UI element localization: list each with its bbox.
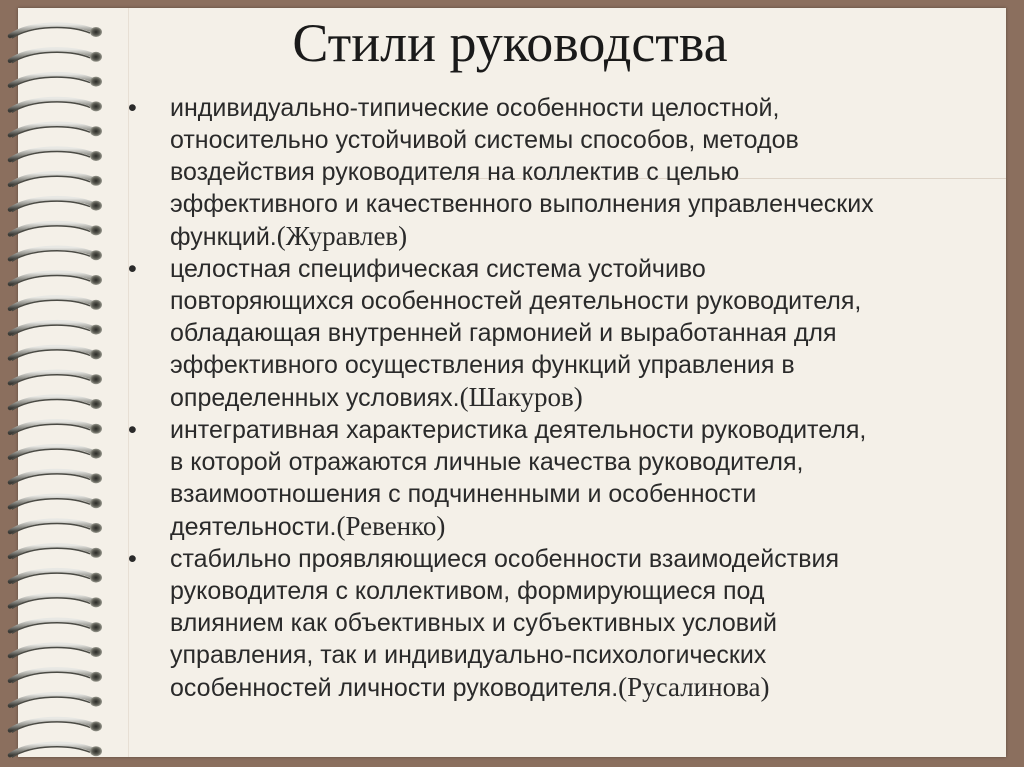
definition-list xyxy=(118,92,1008,704)
item-author: (Шакуров) xyxy=(459,382,583,412)
item-text: индивидуально-типические особенности целостной, относительно устойчивой системы способов, методов воздействия руководителя на коллектив с целью эффективного и качественного выполнения управленческих функций. xyxy=(170,94,874,251)
list-item xyxy=(118,414,1008,543)
item-text: интегративная характеристика деятельности руководителя, в которой отражаются личные качества руководителя, взаимоотношения с подчиненными и особенности деятельности. xyxy=(170,416,867,541)
page-title: Стили руководства xyxy=(292,13,728,73)
list-item xyxy=(118,253,1008,414)
bullet: • xyxy=(128,255,137,283)
bullet: • xyxy=(128,416,137,444)
list-item xyxy=(118,92,1008,253)
item-author: (Ревенко) xyxy=(336,511,446,541)
item-author: (Журавлев) xyxy=(276,221,408,251)
item-text: стабильно проявляющиеся особенности взаимодействия руководителя с коллективом, формирующиеся под влиянием как объективных и субъективных условий управления, так и индивидуально-психологических особенностей личности руководителя. xyxy=(170,545,839,702)
bullet: • xyxy=(128,94,137,122)
item-text: целостная специфическая система устойчиво повторяющихся особенностей деятельности руководителя, обладающая внутренней гармонией и выработанная для эффективного осуществления функций управления в определенных условиях. xyxy=(170,255,862,412)
item-author: (Русалинова) xyxy=(618,672,770,702)
bullet: • xyxy=(128,545,137,573)
list-item xyxy=(118,543,1008,704)
